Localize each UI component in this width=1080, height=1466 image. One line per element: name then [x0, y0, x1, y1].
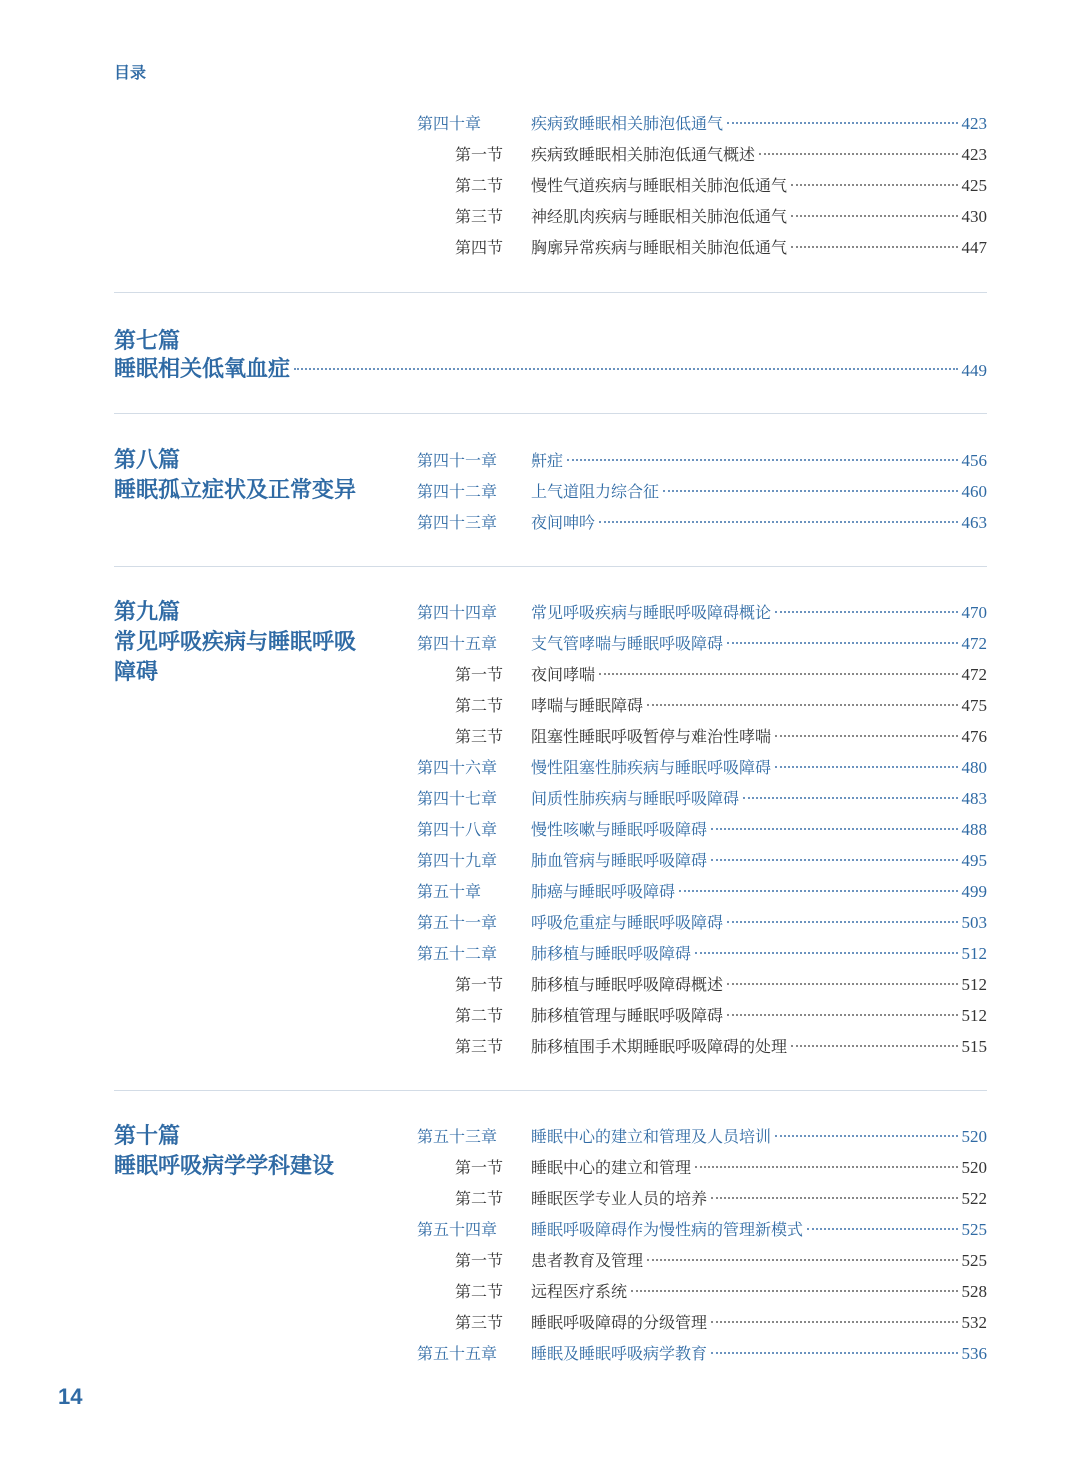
page-number: 488	[961, 820, 987, 839]
page-number: 475	[961, 696, 987, 715]
dot-leader	[711, 1352, 957, 1354]
entry-label: 第一节	[455, 145, 504, 164]
toc-section-entry[interactable]	[417, 170, 987, 201]
toc-chapter-entry[interactable]	[417, 628, 987, 659]
entry-title: 睡眠及睡眠呼吸病学教育	[531, 1344, 708, 1363]
entry-title: 肺移植与睡眠呼吸障碍概述	[531, 975, 724, 994]
entry-label: 第四十五章	[417, 634, 498, 653]
entry-title: 疾病致睡眠相关肺泡低通气	[531, 114, 724, 133]
toc-chapter-entry[interactable]	[417, 445, 987, 476]
page-number: 512	[961, 975, 987, 994]
entry-title: 阻塞性睡眠呼吸暂停与难治性哮喘	[531, 727, 772, 746]
entry-title: 支气管哮喘与睡眠呼吸障碍	[531, 634, 724, 653]
dot-leader	[727, 1014, 957, 1016]
toc-section-entry[interactable]	[417, 969, 987, 1000]
page-number: 525	[961, 1251, 987, 1270]
entry-title: 上气道阻力综合征	[531, 482, 660, 501]
entry-label: 第一节	[455, 975, 504, 994]
entry-title: 睡眠医学专业人员的培养	[531, 1189, 708, 1208]
page-number: 472	[961, 665, 987, 684]
page-number: 520	[961, 1158, 987, 1177]
section-part7	[114, 326, 987, 386]
dot-leader	[807, 1228, 957, 1230]
toc-chapter-entry[interactable]	[417, 845, 987, 876]
entry-label: 第二节	[455, 1006, 504, 1025]
folio-page-number: 14	[58, 1384, 83, 1409]
page-number: 499	[961, 882, 987, 901]
entry-label: 第三节	[455, 1313, 504, 1332]
entry-title: 夜间哮喘	[531, 665, 596, 684]
toc-list	[417, 597, 987, 1062]
toc-section-entry[interactable]	[417, 201, 987, 232]
page-number: 480	[961, 758, 987, 777]
part-label-row	[114, 326, 987, 356]
entry-title: 呼吸危重症与睡眠呼吸障碍	[531, 913, 724, 932]
page-number: 512	[961, 1006, 987, 1025]
entry-label: 第一节	[455, 665, 504, 684]
entry-title: 患者教育及管理	[531, 1251, 644, 1270]
section-divider	[114, 413, 987, 414]
toc-chapter-entry[interactable]	[417, 597, 987, 628]
part-label: 第七篇	[114, 328, 181, 354]
entry-title: 胸廓异常疾病与睡眠相关肺泡低通气	[531, 238, 788, 257]
entry-title: 睡眠呼吸障碍作为慢性病的管理新模式	[531, 1220, 804, 1239]
page-number: 470	[961, 603, 987, 622]
dot-leader	[775, 1135, 957, 1137]
section-divider	[114, 566, 987, 567]
part-entry[interactable]	[114, 354, 987, 386]
entry-label: 第三节	[455, 1037, 504, 1056]
dot-leader	[727, 122, 957, 124]
entry-title: 夜间呻吟	[531, 513, 596, 532]
page-number: 525	[961, 1220, 987, 1239]
entry-title: 肺移植围手术期睡眠呼吸障碍的处理	[531, 1037, 788, 1056]
entry-label: 第四十六章	[417, 758, 498, 777]
part-label: 第八篇	[114, 447, 181, 473]
page-number: 460	[961, 482, 987, 501]
entry-title: 间质性肺疾病与睡眠呼吸障碍	[531, 789, 740, 808]
dot-leader	[727, 921, 957, 923]
part-label: 第十篇	[114, 1123, 181, 1149]
entry-label: 第二节	[455, 1282, 504, 1301]
entry-label: 第四十九章	[417, 851, 498, 870]
toc-section-entry[interactable]	[417, 721, 987, 752]
entry-label: 第五十四章	[417, 1220, 498, 1239]
entry-label: 第三节	[455, 207, 504, 226]
entry-title: 哮喘与睡眠障碍	[531, 696, 644, 715]
toc-chapter-entry[interactable]	[417, 938, 987, 969]
dot-leader	[743, 797, 957, 799]
dot-leader	[695, 952, 957, 954]
entry-label: 第五十一章	[417, 913, 498, 932]
entry-label: 第四十八章	[417, 820, 498, 839]
page-number: 503	[961, 913, 987, 932]
dot-leader	[663, 490, 957, 492]
part-title: 睡眠孤立症状及正常变异	[114, 477, 357, 503]
page-number: 430	[961, 207, 987, 226]
dot-leader	[567, 459, 957, 461]
entry-label: 第二节	[455, 696, 504, 715]
entry-title: 肺癌与睡眠呼吸障碍	[531, 882, 676, 901]
part-title-line2: 障碍	[114, 659, 159, 685]
dot-leader	[791, 215, 957, 217]
toc-section-entry[interactable]	[417, 1031, 987, 1062]
toc-section-entry[interactable]	[417, 690, 987, 721]
section-divider	[114, 1090, 987, 1091]
toc-chapter-entry[interactable]	[417, 507, 987, 538]
toc-chapter-entry[interactable]	[417, 1121, 987, 1152]
toc-section-entry[interactable]	[417, 1000, 987, 1031]
page-number: 532	[961, 1313, 987, 1332]
page-number: 515	[961, 1037, 987, 1056]
dot-leader	[727, 642, 957, 644]
toc-chapter-entry[interactable]	[417, 876, 987, 907]
entry-label: 第二节	[455, 1189, 504, 1208]
entry-label: 第四十四章	[417, 603, 498, 622]
entry-label: 第一节	[455, 1251, 504, 1270]
toc-chapter-entry[interactable]	[417, 783, 987, 814]
dot-leader	[599, 521, 957, 523]
part-title: 睡眠相关低氧血症	[114, 356, 291, 382]
toc-section-entry[interactable]	[417, 1245, 987, 1276]
entry-label: 第三节	[455, 727, 504, 746]
entry-label: 第五十三章	[417, 1127, 498, 1146]
toc-chapter-entry[interactable]	[417, 1338, 987, 1369]
page-number: 495	[961, 851, 987, 870]
page-number: 476	[961, 727, 987, 746]
dot-leader	[294, 368, 957, 370]
part-heading	[114, 1121, 404, 1181]
entry-title: 远程医疗系统	[531, 1282, 628, 1301]
page-number: 483	[961, 789, 987, 808]
part-label: 第九篇	[114, 599, 181, 625]
page-number: 425	[961, 176, 987, 195]
dot-leader	[647, 704, 957, 706]
dot-leader	[727, 983, 957, 985]
toc-section-entry[interactable]	[417, 139, 987, 170]
toc-list	[417, 108, 987, 263]
page-number: 522	[961, 1189, 987, 1208]
entry-label: 第四节	[455, 238, 504, 257]
dot-leader	[791, 246, 957, 248]
dot-leader	[647, 1259, 957, 1261]
dot-leader	[711, 828, 957, 830]
page-number: 536	[961, 1344, 987, 1363]
entry-title: 睡眠中心的建立和管理	[531, 1158, 692, 1177]
entry-title: 慢性阻塞性肺疾病与睡眠呼吸障碍	[531, 758, 772, 777]
page-number: 528	[961, 1282, 987, 1301]
entry-label: 第四十二章	[417, 482, 498, 501]
entry-label: 第五十章	[417, 882, 482, 901]
page-number: 449	[961, 361, 987, 380]
page-number: 423	[961, 114, 987, 133]
dot-leader	[679, 890, 957, 892]
page-number: 512	[961, 944, 987, 963]
dot-leader	[711, 1197, 957, 1199]
part-heading	[114, 445, 404, 505]
dot-leader	[791, 1045, 957, 1047]
entry-label: 第四十七章	[417, 789, 498, 808]
entry-title: 慢性气道疾病与睡眠相关肺泡低通气	[531, 176, 788, 195]
entry-label: 第五十五章	[417, 1344, 498, 1363]
dot-leader	[631, 1290, 957, 1292]
toc-chapter-entry[interactable]	[417, 752, 987, 783]
entry-title: 慢性咳嗽与睡眠呼吸障碍	[531, 820, 708, 839]
entry-title: 肺血管病与睡眠呼吸障碍	[531, 851, 708, 870]
dot-leader	[775, 735, 957, 737]
entry-title: 疾病致睡眠相关肺泡低通气概述	[531, 145, 756, 164]
toc-chapter-entry[interactable]	[417, 814, 987, 845]
toc-section-entry[interactable]	[417, 1276, 987, 1307]
dot-leader	[599, 673, 957, 675]
toc-section-entry[interactable]	[417, 1183, 987, 1214]
entry-title: 常见呼吸疾病与睡眠呼吸障碍概论	[531, 603, 772, 622]
part-title: 睡眠呼吸病学学科建设	[114, 1153, 335, 1179]
entry-title: 肺移植管理与睡眠呼吸障碍	[531, 1006, 724, 1025]
toc-chapter-entry[interactable]	[417, 108, 987, 139]
toc-section-entry[interactable]	[417, 659, 987, 690]
toc-list	[417, 445, 987, 538]
dot-leader	[759, 153, 957, 155]
dot-leader	[775, 766, 957, 768]
page-number: 520	[961, 1127, 987, 1146]
toc-section-entry[interactable]	[417, 1152, 987, 1183]
entry-label: 第二节	[455, 176, 504, 195]
entry-label: 第四十三章	[417, 513, 498, 532]
part-title-line1: 常见呼吸疾病与睡眠呼吸	[114, 629, 357, 655]
part-heading	[114, 597, 404, 687]
page-number: 447	[961, 238, 987, 257]
toc-chapter-entry[interactable]	[417, 907, 987, 938]
entry-title: 神经肌肉疾病与睡眠相关肺泡低通气	[531, 207, 788, 226]
entry-title: 睡眠呼吸障碍的分级管理	[531, 1313, 708, 1332]
entry-label: 第四十一章	[417, 451, 498, 470]
entry-label: 第四十章	[417, 114, 482, 133]
entry-label: 第五十二章	[417, 944, 498, 963]
running-header: 目录	[114, 63, 147, 82]
toc-section-entry[interactable]	[417, 1307, 987, 1338]
toc-chapter-entry[interactable]	[417, 1214, 987, 1245]
entry-title: 睡眠中心的建立和管理及人员培训	[531, 1127, 772, 1146]
toc-chapter-entry[interactable]	[417, 476, 987, 507]
page-number: 423	[961, 145, 987, 164]
page-number: 472	[961, 634, 987, 653]
section-divider	[114, 292, 987, 293]
entry-title: 肺移植与睡眠呼吸障碍	[531, 944, 692, 963]
page-number: 456	[961, 451, 987, 470]
page-number: 463	[961, 513, 987, 532]
dot-leader	[791, 184, 957, 186]
entry-title: 鼾症	[531, 451, 564, 470]
dot-leader	[695, 1166, 957, 1168]
entry-label: 第一节	[455, 1158, 504, 1177]
dot-leader	[711, 859, 957, 861]
toc-list	[417, 1121, 987, 1369]
toc-section-entry[interactable]	[417, 232, 987, 263]
dot-leader	[711, 1321, 957, 1323]
dot-leader	[775, 611, 957, 613]
